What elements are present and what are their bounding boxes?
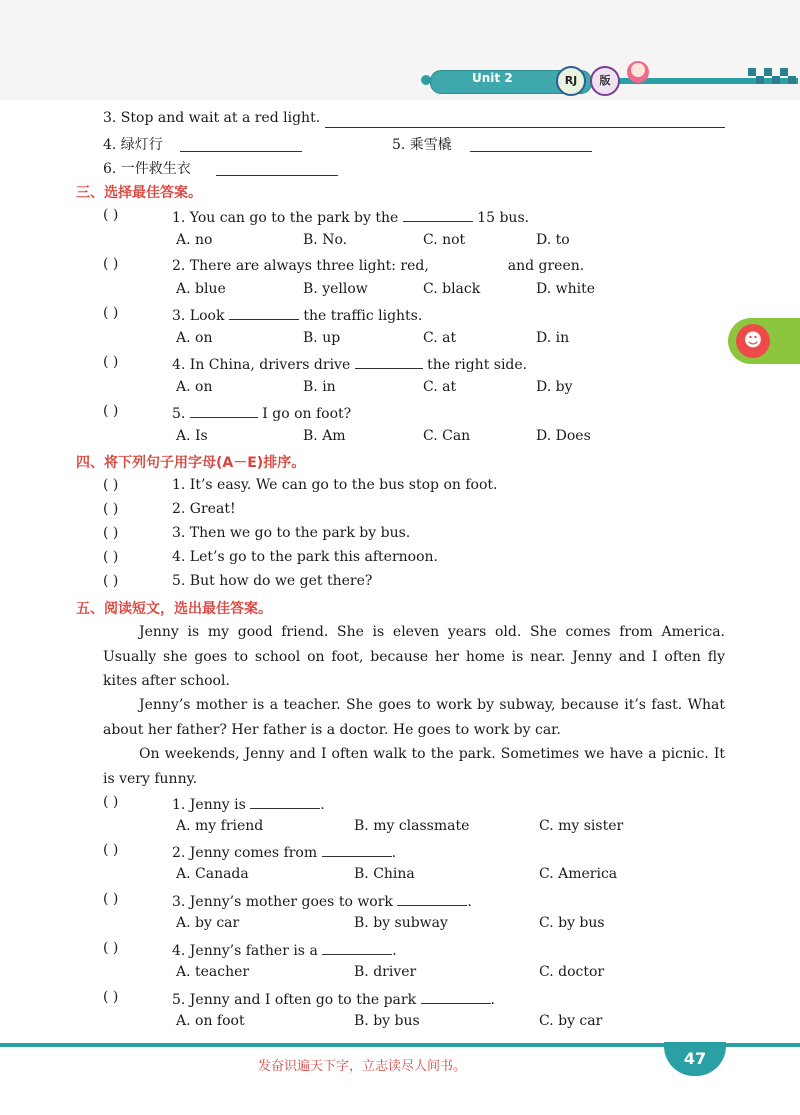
s5-q5-opt-b: B. by bus [354,1013,420,1029]
s3-q4-opt-d: D. by [536,379,573,395]
s3-q1-paren[interactable]: ( ) [103,207,119,223]
s4-item1-text: 1. It’s easy. We can go to the bus stop on foot. [172,477,498,493]
s5-q3-blank[interactable] [397,891,467,906]
s3-q4-opt-a: A. on [176,379,213,395]
s5-q2-opt-b: B. China [354,866,415,882]
s4-item4-paren[interactable]: ( ) [103,549,119,565]
s5-q3-text: 3. Jenny’s mother goes to work . [172,891,472,910]
s3-q2-opt-a: A. blue [176,281,226,297]
s5-q5-opt-c: C. by car [539,1013,603,1029]
s5-q4-opt-b: B. driver [354,964,417,980]
s3-q3-opt-d: D. in [536,330,570,346]
s3-q5-text: 5. I go on foot? [172,403,351,422]
p2-q3: 3. Stop and wait at a red light. [103,110,321,126]
s3-q2-opt-d: D. white [536,281,596,297]
section5-title: 五、阅读短文，选出最佳答案。 [76,601,272,617]
s4-item1-paren[interactable]: ( ) [103,477,119,493]
s4-item2-text: 2. Great! [172,501,236,517]
s4-item3-paren[interactable]: ( ) [103,525,119,541]
s3-q4-paren[interactable]: ( ) [103,354,119,370]
p2-q5: 5. 乘雪橇 [392,137,452,153]
p2-q5-blank[interactable] [470,136,592,152]
s3-q4-text: 4. In China, drivers drive the right side. [172,354,527,373]
badge-rj: RJ [556,66,586,96]
s3-q1-blank[interactable] [403,207,473,222]
unit-label: Unit 2 [472,71,513,85]
s5-q2-opt-c: C. America [539,866,618,882]
s3-q4-opt-b: B. in [303,379,336,395]
s3-q2-opt-b: B. yellow [303,281,368,297]
s5-q2-blank[interactable] [322,842,392,857]
s5-q2-text: 2. Jenny comes from . [172,842,396,861]
s4-item5-paren[interactable]: ( ) [103,573,119,589]
s3-q3-blank[interactable] [229,305,299,320]
s3-q2-blank[interactable] [433,256,503,270]
p2-q4: 4. 绿灯行 [103,137,163,153]
s3-q5-opt-c: C. Can [423,428,471,444]
s5-q2-opt-a: A. Canada [176,866,249,882]
section3-title: 三、选择最佳答案。 [76,185,202,201]
p2-q6: 6. 一件救生衣 [103,161,191,177]
s3-q3-paren[interactable]: ( ) [103,305,119,321]
s5-q3-opt-a: A. by car [176,915,240,931]
badge-edition: 版 [590,66,620,96]
s4-item5-text: 5. But how do we get there? [172,573,373,589]
s5-q3-opt-c: C. by bus [539,915,605,931]
s3-q3-opt-c: C. at [423,330,457,346]
s5-q1-opt-b: B. my classmate [354,818,470,834]
section4-title: 四、将下列句子用字母(A－E)排序。 [76,455,306,471]
s4-item3-text: 3. Then we go to the park by bus. [172,525,411,541]
s3-q2-opt-c: C. black [423,281,481,297]
s5-q1-blank[interactable] [250,794,320,809]
s5-q1-opt-c: C. my sister [539,818,624,834]
s4-item2-paren[interactable]: ( ) [103,501,119,517]
s5-q3-opt-b: B. by subway [354,915,448,931]
s3-q3-opt-b: B. up [303,330,341,346]
s3-q5-paren[interactable]: ( ) [103,403,119,419]
s3-q4-opt-c: C. at [423,379,457,395]
passage-paragraph-2: Jenny’s mother is a teacher. She goes to work by subway, because it’s fast. What about her father? Her father is a doctor. He goes to work by car. [103,697,725,738]
s5-q5-blank[interactable] [421,989,491,1004]
s5-q1-text: 1. Jenny is . [172,794,325,813]
s5-q4-blank[interactable] [322,940,392,955]
s3-q5-opt-b: B. Am [303,428,346,444]
p2-q4-blank[interactable] [180,136,302,152]
s5-q5-paren[interactable]: ( ) [103,989,119,1005]
fox-face-icon: ☻ [736,324,770,358]
p2-q3-blank[interactable] [325,112,725,128]
s5-q1-paren[interactable]: ( ) [103,794,119,810]
s5-q4-text: 4. Jenny’s father is a . [172,940,397,959]
s5-q5-opt-a: A. on foot [176,1013,245,1029]
s3-q5-blank[interactable] [190,403,258,418]
s5-q1-opt-a: A. my friend [176,818,264,834]
s4-item4-text: 4. Let’s go to the park this afternoon. [172,549,438,565]
s3-q1-opt-b: B. No. [303,232,348,248]
passage-paragraph-3: On weekends, Jenny and I often walk to the park. Sometimes we have a picnic. It is very funny. [103,746,725,787]
s5-q3-paren[interactable]: ( ) [103,891,119,907]
s3-q4-blank[interactable] [355,354,423,369]
s3-q3-opt-a: A. on [176,330,213,346]
s5-q4-opt-c: C. doctor [539,964,605,980]
s3-q3-text: 3. Look the traffic lights. [172,305,422,324]
s3-q1-opt-c: C. not [423,232,466,248]
s3-q5-opt-a: A. Is [176,428,208,444]
passage-paragraph-1: Jenny is my good friend. She is eleven years old. She comes from America. Usually she goes to school on foot, because her home is near. Jenny and I often fly kites after school. [103,624,725,689]
s3-q2-text: 2. There are always three light: red, and green. [172,258,585,274]
s3-q1-opt-d: D. to [536,232,570,248]
s3-q5-opt-d: D. Does [536,428,591,444]
page-number: 47 [664,1042,726,1076]
s5-q4-opt-a: A. teacher [176,964,250,980]
s5-q5-text: 5. Jenny and I often go to the park . [172,989,495,1008]
s5-q2-paren[interactable]: ( ) [103,842,119,858]
s3-q2-paren[interactable]: ( ) [103,256,119,272]
footer-motto: 发奋识遍天下字，立志读尽人间书。 [258,1059,467,1074]
p2-q6-blank[interactable] [216,160,338,176]
s3-q1-text: 1. You can go to the park by the 15 bus. [172,207,529,226]
s3-q1-opt-a: A. no [176,232,213,248]
s5-q4-paren[interactable]: ( ) [103,940,119,956]
